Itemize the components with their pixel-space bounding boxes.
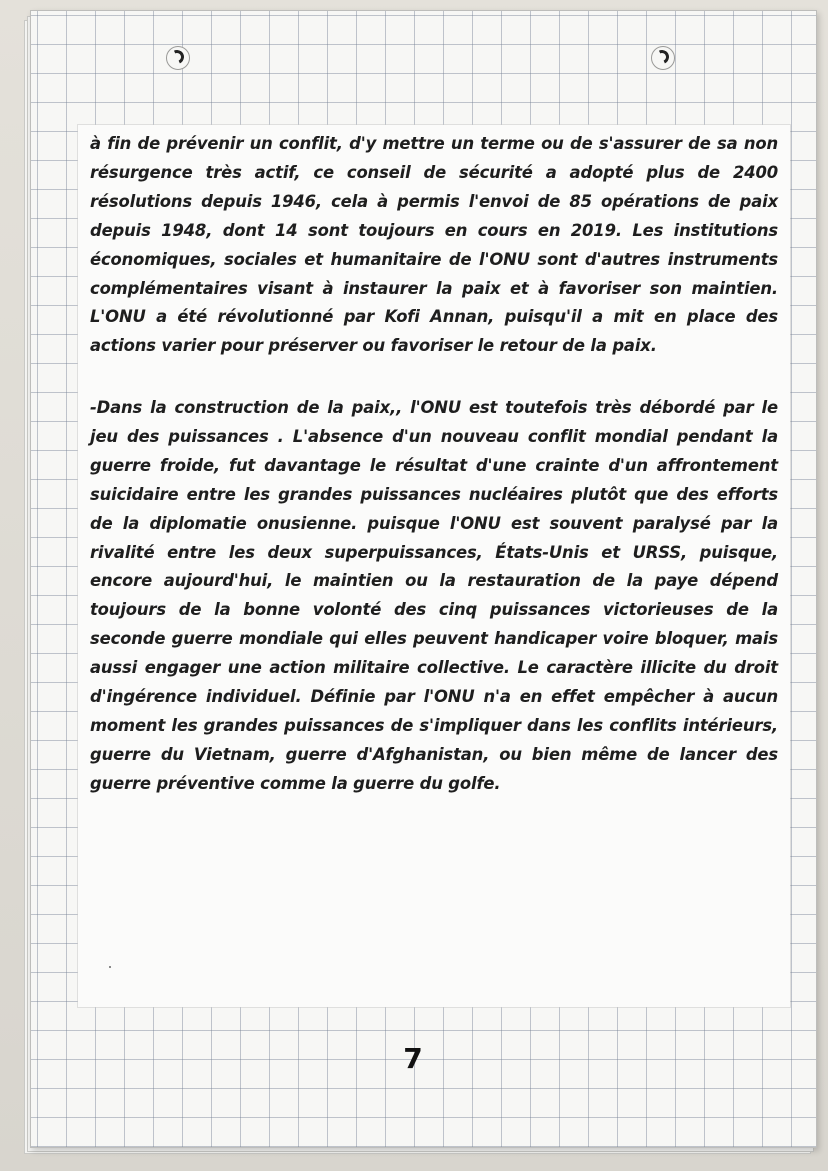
binder-hole-left: [166, 46, 190, 70]
page-number: 7: [403, 1042, 423, 1075]
paragraph-great-powers-limits: -Dans la construction de la paix,, l'ONU est toutefois très débordé par le jeu des puissances . L'absence d'un nouveau conflit mondial pendant la guerre froide, fut davantage le résultat d'une crainte d'un affrontement suicidaire entre les grandes puissances nucléaires plutôt que des efforts de la diplomatie onusienne. puisque l'ONU est souvent paralysé par la rivalité entre les deux superpuissances, États-Unis et URSS, puisque, encore aujourd'hui, le maintien ou la restauration de la paye dépend toujours de la bonne volonté des cinq puissances victorieuses de la seconde guerre mondiale qui elles peuvent handicaper voire bloquer, mais aussi engager une action militaire collective. Le caractère illicite du droit d'ingérence individuel. Définie par l'ONU n'a en effet empêcher à aucun moment les grandes puissances de s'impliquer dans les conflits intérieurs, guerre du Vietnam, guerre d'Afghanistan, ou bien même de lancer des guerre préventive comme la guerre du golfe.: [90, 398, 778, 793]
paragraph-un-peace-instruments: à fin de prévenir un conflit, d'y mettre un terme ou de s'assurer de sa non résurgence très actif, ce conseil de sécurité a adopté plus de 2400 résolutions depuis 1946, cela à permis l'envoi de 85 opérations de paix depuis 1948, dont 14 sont toujours en cours en 2019. Les institutions économiques, sociales et humanitaire de l'ONU sont d'autres instruments complémentaires visant à instaurer la paix et à favoriser son maintien. L'ONU a été révolutionné par Kofi Annan, puisqu'il a mit en place des actions varier pour préserver ou favoriser le retour de la paix.: [90, 134, 778, 356]
stray-mark: [109, 966, 111, 968]
binder-hole-right: [651, 46, 675, 70]
